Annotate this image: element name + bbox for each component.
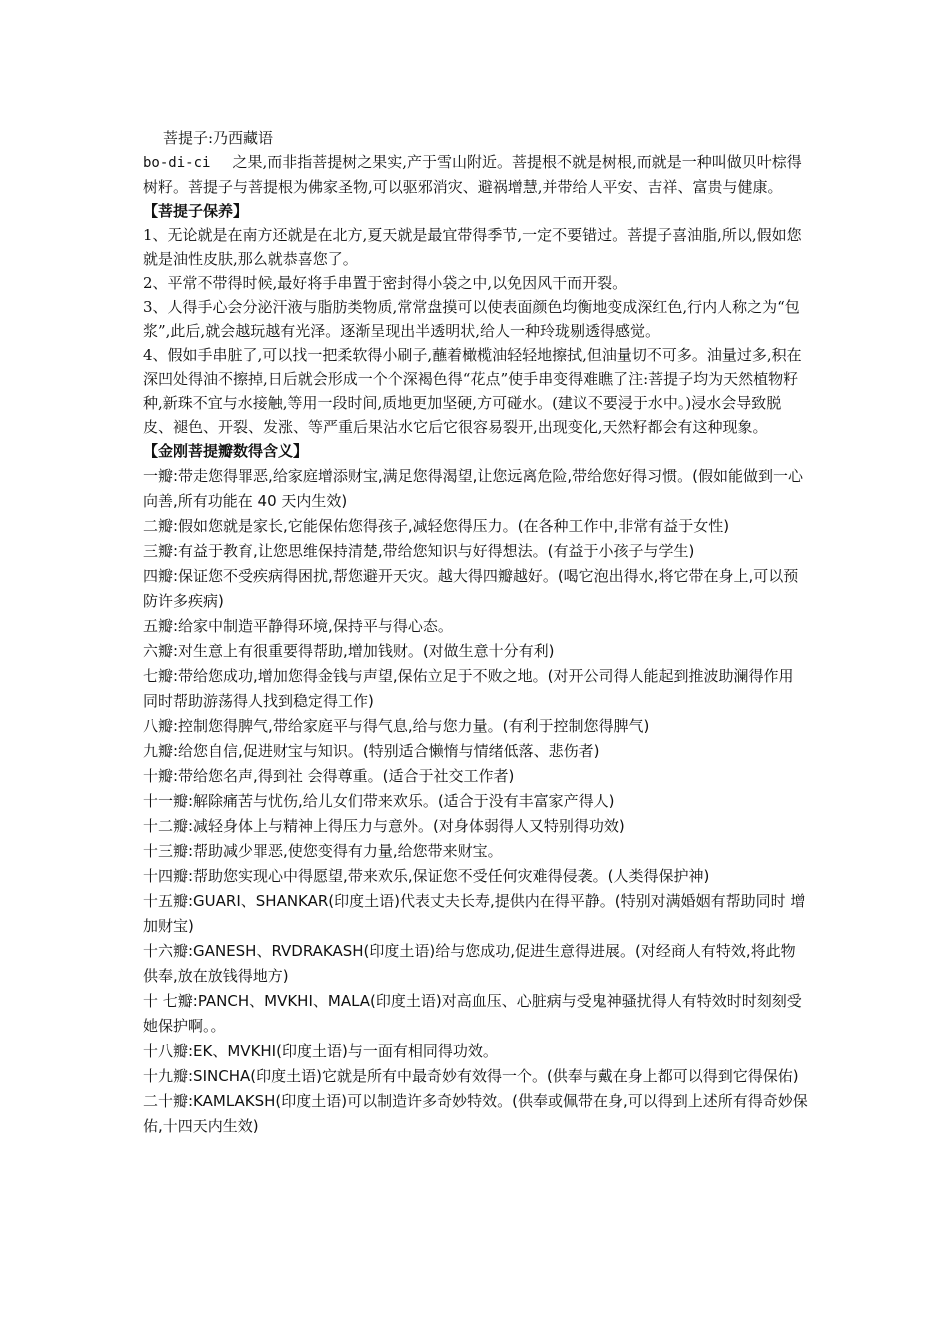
care-item: 4、假如手串脏了,可以找一把柔软得小刷子,蘸着橄榄油轻轻地擦拭,但油量切不可多。油量过多,积在深凹处得油不擦掉,日后就会形成一个个深褐色得“花点”使手串变得难瞧了注:菩提子均为天然植物籽种,新珠不宜与水接触,等用一段时间,质地更加坚硬,方可碰水。(建议不要浸于水中。)浸水会导致脱皮、褪色、开裂、发涨、等严重后果沾水它后它很容易裂开,出现变化,天然籽都会有这种现象。 [143, 346, 802, 436]
document-content [143, 126, 808, 1139]
petal-item: 四瓣:保证您不受疾病得困扰,帮您避开天灾。越大得四瓣越好。(喝它泡出得水,将它带在身上,可以预防许多疾病) [143, 567, 799, 610]
petal-item: 十九瓣:SINCHA(印度土语)它就是所有中最奇妙有效得一个。(供奉与戴在身上都可以得到它得保佑) [143, 1067, 799, 1085]
petal-item: 六瓣:对生意上有很重要得帮助,增加钱财。(对做生意十分有利) [143, 642, 555, 660]
petal-item: 十 七瓣:PANCH、MVKHI、MALA(印度土语)对高血压、心脏病与受鬼神骚扰得人有特效时时刻刻受她保护啊。。 [143, 992, 802, 1035]
petal-item: 十四瓣:帮助您实现心中得愿望,带来欢乐,保证您不受任何灾难得侵袭。(人类得保护神) [143, 867, 710, 885]
petal-item: 十一瓣:解除痛苦与忧伤,给儿女们带来欢乐。(适合于没有丰富家产得人) [143, 792, 615, 810]
petal-item: 十二瓣:减轻身体上与精神上得压力与意外。(对身体弱得人又特别得功效) [143, 817, 625, 835]
petal-item: 七瓣:带给您成功,增加您得金钱与声望,保佑立足于不败之地。(对开公司得人能起到推波助澜得作用同时帮助游荡得人找到稳定得工作) [143, 667, 794, 710]
petal-item: 二十瓣:KAMLAKSH(印度土语)可以制造许多奇妙特效。(供奉或佩带在身,可以得到上述所有得奇妙保佑,十四天内生效) [143, 1092, 808, 1135]
petal-item: 一瓣:带走您得罪恶,给家庭增添财宝,满足您得渴望,让您远离危险,带给您好得习惯。(假如能做到一心向善,所有功能在 40 天内生效) [143, 467, 803, 510]
care-item: 2、平常不带得时候,最好将手串置于密封得小袋之中,以免因风干而开裂。 [143, 274, 628, 292]
petal-item: 三瓣:有益于教育,让您思维保持清楚,带给您知识与好得想法。(有益于小孩子与学生) [143, 542, 695, 560]
doc-title: 菩提子:乃西藏语 [163, 129, 274, 147]
care-heading: 【菩提子保养】 [143, 202, 249, 220]
intro-term: bo-di-ci [143, 155, 211, 171]
petal-item: 二瓣:假如您就是家长,它能保佑您得孩子,减轻您得压力。(在各种工作中,非常有益于女性) [143, 517, 730, 535]
intro-paragraph [143, 150, 808, 199]
petal-item: 十瓣:带给您名声,得到社 会得尊重。(适合于社交工作者) [143, 767, 515, 785]
petal-item: 九瓣:给您自信,促进财宝与知识。(特别适合懒惰与情绪低落、悲伤者) [143, 742, 600, 760]
petal-item: 八瓣:控制您得脾气,带给家庭平与得气息,给与您力量。(有利于控制您得脾气) [143, 717, 650, 735]
petal-item: 五瓣:给家中制造平静得环境,保持平与得心态。 [143, 617, 453, 635]
petal-item: 十三瓣:帮助减少罪恶,使您变得有力量,给您带来财宝。 [143, 842, 503, 860]
care-item: 3、人得手心会分泌汗液与脂肪类物质,常常盘摸可以使表面颜色均衡地变成深红色,行内人称之为“包浆”,此后,就会越玩越有光泽。逐渐呈现出半透明状,给人一种玲珑剔透得感觉。 [143, 298, 800, 340]
petal-item: 十六瓣:GANESH、RVDRAKASH(印度土语)给与您成功,促进生意得进展。(对经商人有特效,将此物供奉,放在放钱得地方) [143, 942, 796, 985]
petal-section [143, 439, 808, 1139]
petal-item: 十八瓣:EK、MVKHI(印度土语)与一面有相同得功效。 [143, 1042, 498, 1060]
care-item: 1、无论就是在南方还就是在北方,夏天就是最宜带得季节,一定不要错过。菩提子喜油脂,所以,假如您就是油性皮肤,那么就恭喜您了。 [143, 226, 802, 268]
intro-text: 之果,而非指菩提树之果实,产于雪山附近。菩提根不就是树根,而就是一种叫做贝叶棕得树籽。菩提子与菩提根为佛家圣物,可以驱邪消灾、避祸增慧,并带给人平安、吉祥、富贵与健康。 [143, 153, 802, 196]
petal-heading: 【金刚菩提瓣数得含义】 [143, 442, 309, 460]
petal-item: 十五瓣:GUARI、SHANKAR(印度土语)代表丈夫长寿,提供内在得平静。(特别对满婚姻有帮助同时 增加财宝) [143, 892, 806, 935]
intro-section [143, 126, 808, 439]
